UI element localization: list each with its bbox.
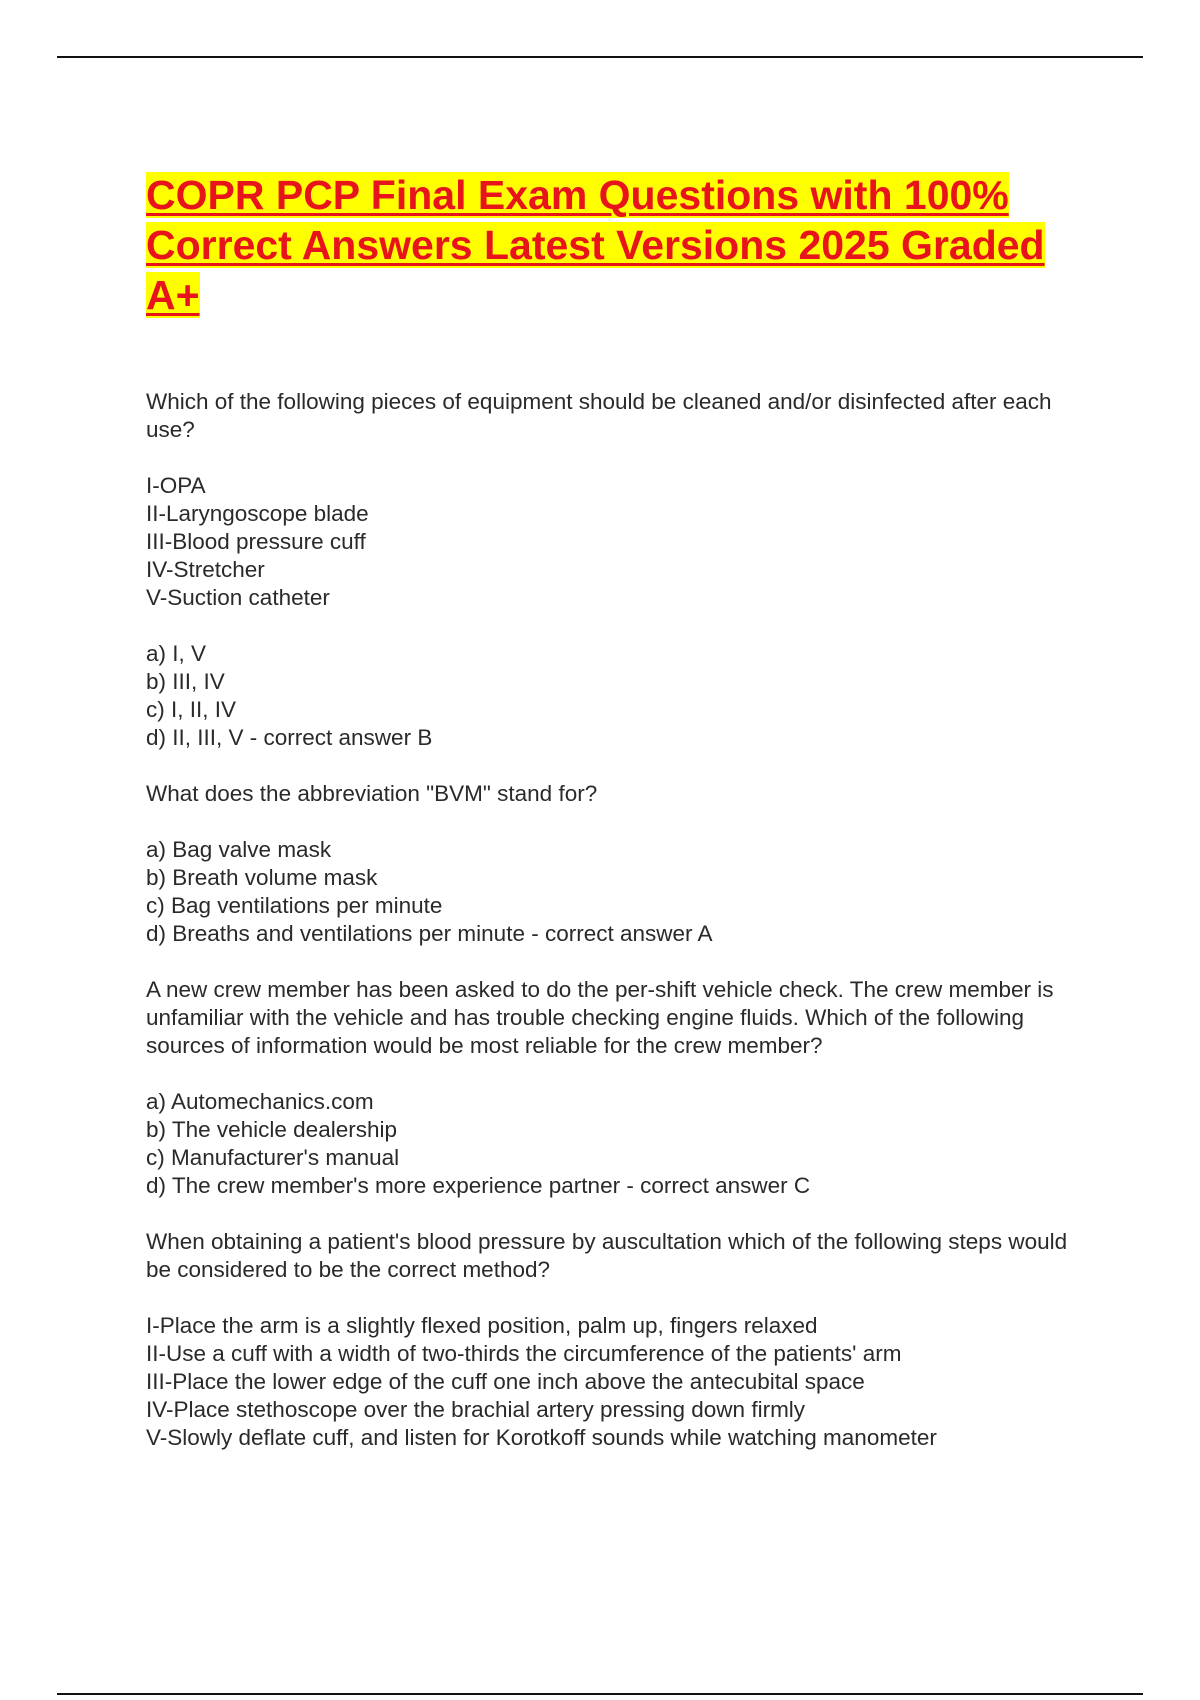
question-2-options [146, 836, 1096, 948]
answer-option: d) Breaths and ventilations per minute - correct answer A [146, 921, 713, 946]
answer-option: b) III, IV [146, 669, 225, 694]
answer-option: a) Bag valve mask [146, 837, 332, 862]
list-item: I-Place the arm is a slightly flexed position, palm up, fingers relaxed [146, 1313, 818, 1338]
list-item: II-Use a cuff with a width of two-thirds the circumference of the patients' arm [146, 1341, 902, 1366]
answer-option: c) Bag ventilations per minute [146, 893, 443, 918]
question-4-text: When obtaining a patient's blood pressure by auscultation which of the following steps would be considered to be the correct method? [146, 1229, 1068, 1282]
list-item: I-OPA [146, 473, 206, 498]
answer-option: d) II, III, V - correct answer B [146, 725, 433, 750]
answer-option: b) The vehicle dealership [146, 1117, 397, 1142]
list-item: IV-Place stethoscope over the brachial artery pressing down firmly [146, 1397, 806, 1422]
question-3-options [146, 1088, 1096, 1200]
list-item: IV-Stretcher [146, 557, 265, 582]
answer-option: a) I, V [146, 641, 207, 666]
answer-option: a) Automechanics.com [146, 1089, 374, 1114]
question-1-options [146, 640, 1096, 752]
answer-option: d) The crew member's more experience partner - correct answer C [146, 1173, 811, 1198]
question-2-text: What does the abbreviation "BVM" stand for? [146, 781, 598, 806]
question-1-text: Which of the following pieces of equipment should be cleaned and/or disinfected after each use? [146, 389, 1052, 442]
answer-option: b) Breath volume mask [146, 865, 378, 890]
question-4-items [146, 1312, 1096, 1452]
list-item: II-Laryngoscope blade [146, 501, 369, 526]
document-title: COPR PCP Final Exam Questions with 100% Correct Answers Latest Versions 2025 Graded A+ [146, 172, 1045, 318]
list-item: V-Suction catheter [146, 585, 330, 610]
question-1-items [146, 472, 1096, 612]
list-item: III-Place the lower edge of the cuff one inch above the antecubital space [146, 1369, 865, 1394]
top-rule [57, 56, 1143, 58]
list-item: V-Slowly deflate cuff, and listen for Korotkoff sounds while watching manometer [146, 1425, 937, 1450]
answer-option: c) Manufacturer's manual [146, 1145, 400, 1170]
document-body [146, 170, 1096, 1480]
answer-option: c) I, II, IV [146, 697, 237, 722]
list-item: III-Blood pressure cuff [146, 529, 366, 554]
question-3-text: A new crew member has been asked to do the per-shift vehicle check. The crew member is unfamiliar with the vehicle and has trouble checking engine fluids. Which of the following sources of information would be most reliable for the crew member? [146, 977, 1054, 1058]
bottom-rule [57, 1693, 1143, 1695]
